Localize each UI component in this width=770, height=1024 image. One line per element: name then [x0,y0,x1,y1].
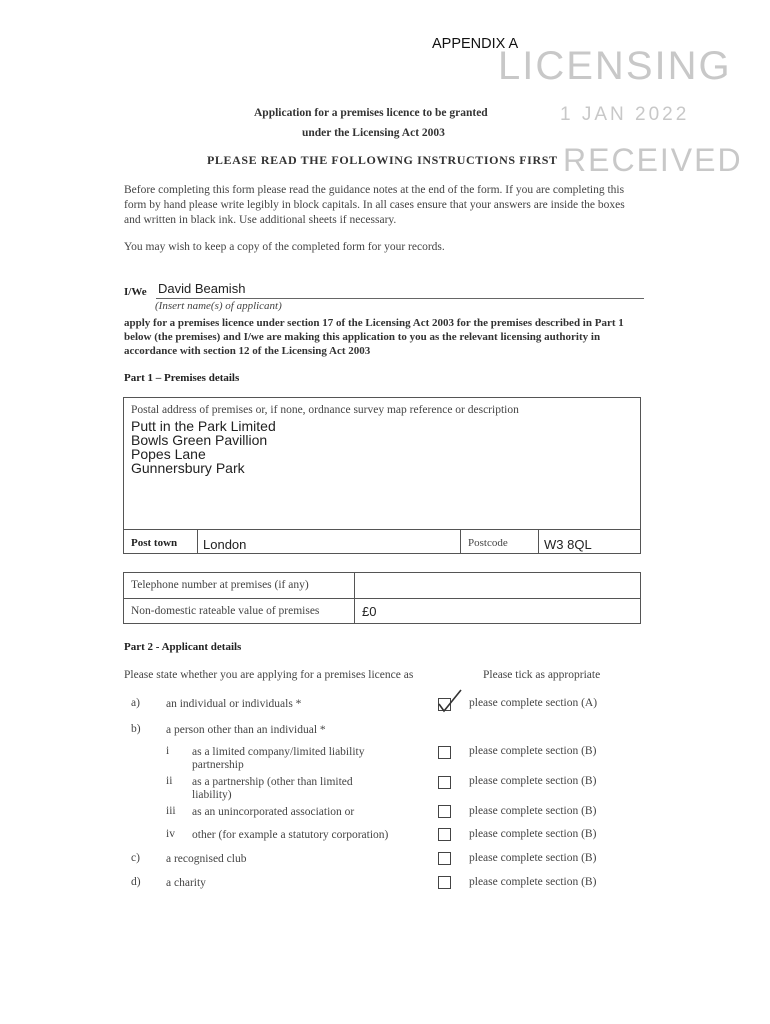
post-town-label: Post town [131,537,178,549]
appendix-label: APPENDIX A [432,36,519,52]
postcode-value-separator [538,529,539,554]
option-b-i-checkbox[interactable] [438,746,451,759]
telephone-field[interactable] [362,578,637,596]
option-d-section: please complete section (B) [469,876,597,888]
option-b-i-section: please complete section (B) [469,745,597,757]
premises-extra-separator [354,572,355,624]
applicant-type-prompt: Please state whether you are applying for a premises licence as [124,669,414,681]
premises-extra-divider [123,598,641,599]
option-b-iii-checkbox[interactable] [438,805,451,818]
telephone-label: Telephone number at premises (if any) [131,579,309,591]
postcode-label: Postcode [468,537,508,549]
postcode-separator [460,529,461,554]
option-b-ii-number: ii [166,775,173,787]
option-b-iv-section: please complete section (B) [469,828,597,840]
postcode-field[interactable]: W3 8QL [544,537,592,552]
keep-copy-note: You may wish to keep a copy of the completed form for your records. [124,241,445,253]
option-b-i-text: as a limited company/limited liability partnership [192,746,365,771]
option-b-text: a person other than an individual * [166,724,326,736]
licensing-stamp: LICENSING [498,44,732,88]
received-date-stamp: 1 JAN 2022 [560,104,690,125]
please-read-heading: PLEASE READ THE FOLLOWING INSTRUCTIONS FIRST [207,153,558,167]
applicant-name-field[interactable]: David Beamish [158,281,246,296]
form-title-line2: under the Licensing Act 2003 [302,127,445,139]
checkmark-icon [437,689,463,713]
option-b-ii-section: please complete section (B) [469,775,597,787]
insert-name-hint: (Insert name(s) of applicant) [155,300,282,312]
option-d-checkbox[interactable] [438,876,451,889]
address-line-2: Bowls Green Pavillion [131,432,268,448]
rateable-value-label: Non-domestic rateable value of premises [131,605,320,617]
application-statement: apply for a premises licence under section 17 of the Licensing Act 2003 for the premises described in Part 1 below (the premises) and I/we are making this application to you as the relevant licensing authority in accordance with section 12 of the Licensing Act 2003 [124,317,624,357]
option-b-letter: b) [131,723,141,735]
option-b-iv-checkbox[interactable] [438,828,451,841]
option-c-checkbox[interactable] [438,852,451,865]
option-b-iii-text: as an unincorporated association or [192,806,355,818]
option-a-checkbox[interactable] [438,698,451,711]
tick-instruction: Please tick as appropriate [483,669,601,681]
option-b-i-number: i [166,745,170,757]
option-b-iv-number: iv [166,828,175,840]
rateable-value-field[interactable]: £0 [362,604,377,619]
postal-address-label: Postal address of premises or, if none, ordnance survey map reference or description [131,404,519,416]
option-b-iii-number: iii [166,805,176,817]
part1-heading: Part 1 – Premises details [124,372,240,384]
option-c-letter: c) [131,852,140,864]
post-town-row-divider [123,529,641,530]
applicant-name-underline [156,298,644,299]
form-title-line1: Application for a premises licence to be granted [254,107,488,119]
post-town-field[interactable]: London [203,537,247,552]
option-b-iv-text: other (for example a statutory corporation) [192,829,389,841]
address-line-3: Popes Lane [131,446,206,462]
option-a-section: please complete section (A) [469,697,598,709]
address-line-4: Gunnersbury Park [131,460,245,476]
post-town-separator [197,529,198,554]
part2-heading: Part 2 - Applicant details [124,641,242,653]
option-d-text: a charity [166,877,206,889]
address-line-1: Putt in the Park Limited [131,418,276,434]
option-a-letter: a) [131,697,140,709]
option-b-iii-section: please complete section (B) [469,805,597,817]
option-b-ii-text: as a partnership (other than limited liability) [192,776,353,801]
received-stamp: RECEIVED [563,142,743,178]
option-c-section: please complete section (B) [469,852,597,864]
option-d-letter: d) [131,876,141,888]
option-a-text: an individual or individuals * [166,698,302,710]
iwe-label: I/We [124,286,147,298]
option-c-text: a recognised club [166,853,247,865]
option-b-ii-checkbox[interactable] [438,776,451,789]
instructions-paragraph: Before completing this form please read the guidance notes at the end of the form. If you are completing this form by hand please write legibly in block capitals. In all cases ensure that your answers are inside the boxes and written in black ink. Use additional sheets if necessary. [124,184,625,226]
